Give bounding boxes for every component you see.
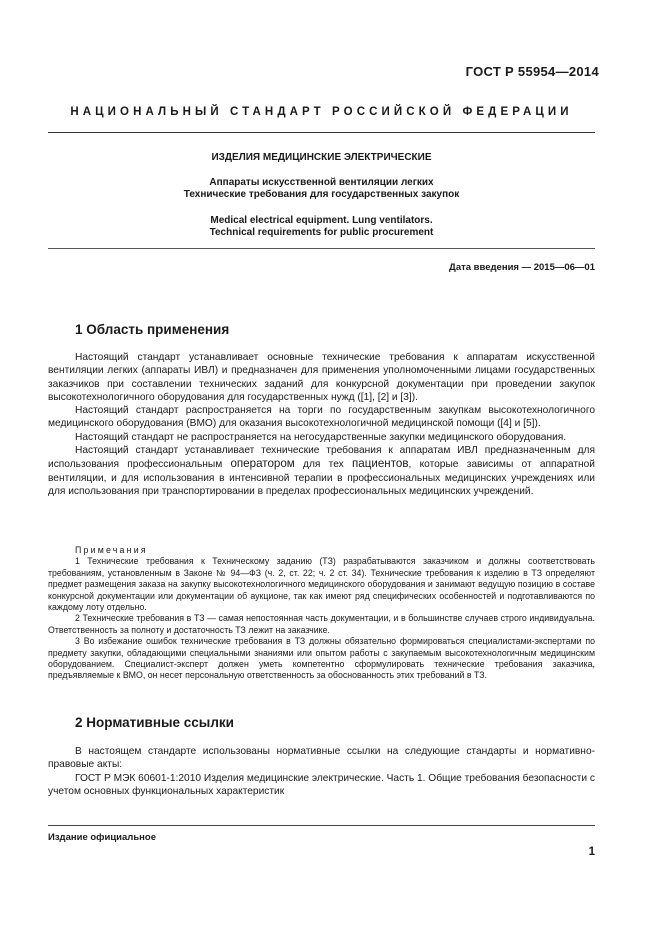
title-subtitle-ru-line2: Технические требования для государственных закупок	[183, 189, 460, 200]
notes-heading: Примечания	[75, 545, 148, 555]
section-1-heading: 1 Область применения	[75, 322, 230, 337]
title-main: ИЗДЕЛИЯ МЕДИЦИНСКИЕ ЭЛЕКТРИЧЕСКИЕ	[211, 152, 432, 163]
title-subtitle-en-line2: Technical requirements for public procurement	[209, 227, 434, 238]
section-1-paragraph-3: Настоящий стандарт не распространяется на негосударственные закупки медицинского оборудования.	[75, 431, 567, 443]
title-subtitle-en	[48, 215, 595, 239]
note-1: 1 Технические требования к Техническому заданию (ТЗ) разрабатываются заказчиком и должны соответствовать требованиям, установленным в Законе № 94—ФЗ (ч. 2, ст. 22; ч. 2 ст. 34). Технические требования к изделию в ТЗ определяют предмет размещения заказа на закупку высокотехнологичного медицинского оборудования и занимают ведущую позицию в составе конкурсной документации или документации об аукционе, так как имеют ряд специфических особенностей и подготавливаются по каждому лоту отдельно.	[48, 556, 595, 613]
section-1-paragraph-2: Настоящий стандарт распространяется на торги по государственным закупкам высокотехнологичного медицинского оборудования (ВМО) для оказания высокотехнологичной медицинской помощи ([4] и [5]).	[48, 405, 595, 430]
title-block	[48, 152, 595, 239]
section-2-paragraph-2: ГОСТ Р МЭК 60601-1:2010 Изделия медицинские электрические. Часть 1. Общие требования безопасности с учетом основных функциональных характеристик	[48, 772, 595, 797]
section-2-body	[48, 745, 595, 798]
title-subtitle-ru-line1: Аппараты искусственной вентиляции легких	[209, 177, 434, 188]
section-1-paragraph-4	[48, 444, 595, 498]
note-3: 3 Во избежание ошибок технические требования в ТЗ должны обязательно формироваться специалистами-экспертами по предмету закупки, обладающими специальными знаниями или опытом работы с закупаемым высокотехнологичным медицинским оборудованием. Специалист-эксперт должен уметь компетентно сформулировать технические требования заказчика, предъявляемые к ВМО, он несет персональную ответственность за обоснованность этих требований в ТЗ.	[48, 636, 595, 681]
title-divider	[48, 248, 595, 249]
term-operator: оператором	[230, 457, 295, 471]
official-edition-label: Издание официальное	[48, 832, 156, 843]
title-subtitle-en-line1: Medical electrical equipment. Lung ventilators.	[210, 215, 433, 226]
footer-divider	[48, 825, 595, 826]
section-1-body	[48, 351, 595, 498]
paragraph-4-text-c: , которые зависимы от аппаратной вентиляции, и для использования в интенсивной терапии в профессиональных медицинских учреждениях или для использования при транспортировании в пределах профессиональных медицинских учреждений.	[48, 459, 595, 497]
paragraph-4-text-a: Настоящий стандарт устанавливает технические требования к аппаратам ИВЛ предназначенным для использования профессиональным	[48, 445, 595, 471]
header-divider	[48, 132, 595, 133]
page-number: 1	[588, 846, 595, 858]
title-subtitle-ru	[48, 177, 595, 201]
section-1-paragraph-1: Настоящий стандарт устанавливает основные технические требования к аппаратам искусственной вентиляции легких (аппараты ИВЛ) и предназначен для применения уполномоченными лицами государственных заказчиков при составлении технических заданий для конкурсной документации при проведении закупок высокотехнологичного оборудования для государственных нужд ([1], [2] и [3]).	[48, 352, 595, 403]
term-patients: пациентов	[352, 457, 409, 471]
national-standard-banner: НАЦИОНАЛЬНЫЙ СТАНДАРТ РОССИЙСКОЙ ФЕДЕРАЦИИ	[70, 106, 573, 118]
section-2-paragraph-1: В настоящем стандарте использованы нормативные ссылки на следующие стандарты и нормативно-правовые акты:	[48, 746, 595, 771]
standard-number: ГОСТ Р 55954—2014	[465, 64, 599, 79]
date-of-introduction: Дата введения — 2015—06—01	[449, 262, 595, 273]
section-2-heading: 2 Нормативные ссылки	[75, 715, 234, 730]
note-2: 2 Технические требования в ТЗ — самая непостоянная часть документации, и в большинстве случаев строго индивидуальна. Ответственность за полноту и достаточность ТЗ лежит на заказчике.	[48, 613, 595, 635]
section-1-notes	[48, 545, 595, 682]
paragraph-4-text-b: для тех	[294, 459, 353, 471]
